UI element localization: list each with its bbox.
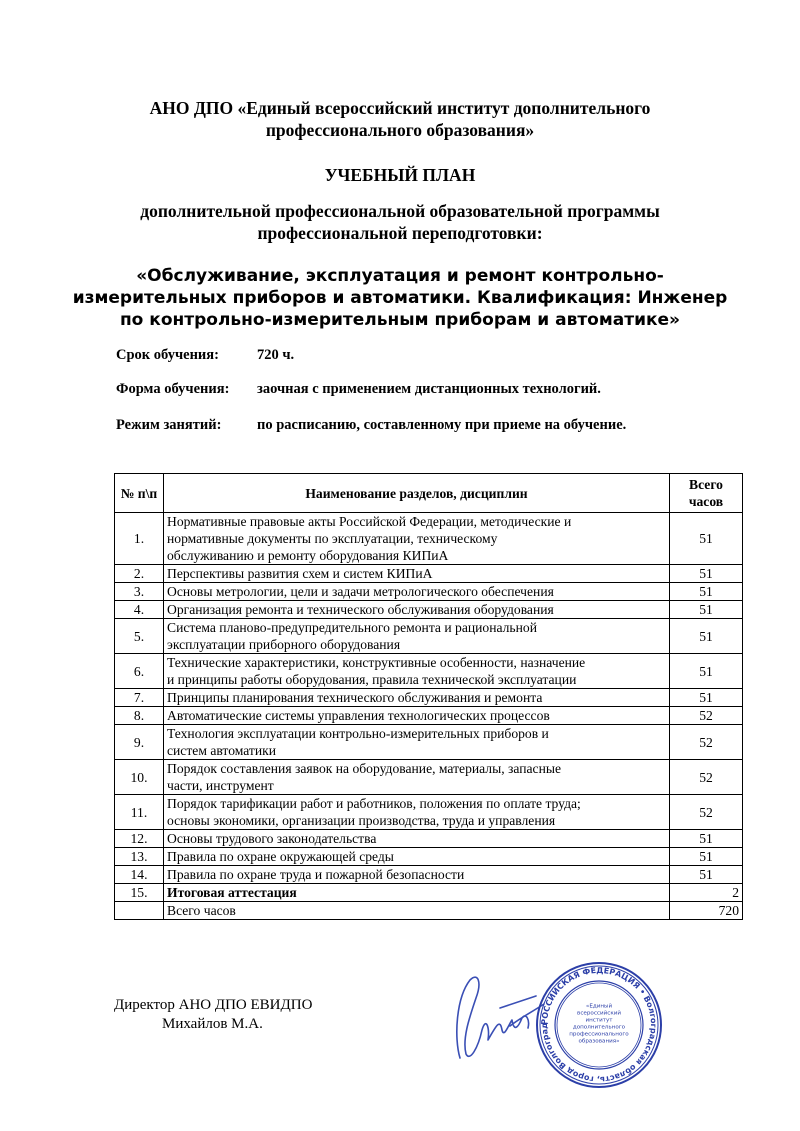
form-label: Форма обучения: (116, 381, 230, 397)
row-hours: 51 (670, 689, 743, 707)
table-row (115, 619, 743, 654)
table-row (115, 565, 743, 583)
program-description-line: дополнительной профессиональной образовательной программы (140, 201, 660, 221)
row-hours: 51 (670, 866, 743, 884)
row-hours: 2 (670, 884, 743, 902)
table-row (115, 830, 743, 848)
column-header-number: № п\п (115, 474, 164, 513)
row-discipline-name (164, 848, 670, 866)
table-row (115, 689, 743, 707)
table-row (115, 513, 743, 565)
row-hours: 52 (670, 707, 743, 725)
row-hours: 51 (670, 654, 743, 689)
table-row (115, 654, 743, 689)
row-hours: 51 (670, 513, 743, 565)
schedule-label: Режим занятий: (116, 417, 222, 433)
row-discipline-name (164, 565, 670, 583)
table-row (115, 848, 743, 866)
schedule-value: по расписанию, составленному при приеме на обучение. (257, 417, 627, 433)
row-number: 8. (115, 707, 164, 725)
table-row (115, 866, 743, 884)
row-number: 5. (115, 619, 164, 654)
row-number: 12. (115, 830, 164, 848)
discipline-name-line: обслуживанию и ремонту оборудования КИПиА (167, 548, 449, 563)
discipline-name-line: Организация ремонта и технического обслуживания оборудования (167, 602, 554, 617)
row-discipline-name (164, 707, 670, 725)
seal-ring-text: РОССИЙСКАЯ ФЕДЕРАЦИЯ • Волгоградская область, город Волгоград (539, 965, 659, 1085)
total-label: Всего часов (164, 902, 670, 920)
row-number: 9. (115, 725, 164, 760)
row-hours: 51 (670, 565, 743, 583)
discipline-name-line: Технология эксплуатации контрольно-измерительных приборов и (167, 726, 549, 741)
column-header-hours (670, 474, 743, 513)
program-description (0, 200, 800, 244)
organization-name-line: профессионального образования» (265, 120, 535, 140)
discipline-name-line: Перспективы развития схем и систем КИПиА (167, 566, 433, 581)
organization-name-line: АНО ДПО «Единый всероссийский институт дополнительного (149, 98, 651, 118)
official-seal (534, 960, 664, 1090)
row-hours: 52 (670, 725, 743, 760)
program-name (0, 265, 800, 331)
program-description-line: профессиональной переподготовки: (257, 223, 543, 243)
row-number: 13. (115, 848, 164, 866)
table-row (115, 707, 743, 725)
row-hours: 52 (670, 760, 743, 795)
row-number: 14. (115, 866, 164, 884)
row-discipline-name (164, 760, 670, 795)
organization-name (0, 97, 800, 141)
row-discipline-name (164, 830, 670, 848)
form-value: заочная с применением дистанционных технологий. (257, 381, 601, 397)
row-number: 7. (115, 689, 164, 707)
column-header-hours-line: часов (688, 494, 724, 509)
document-title: УЧЕБНЫЙ ПЛАН (324, 165, 476, 185)
duration-label: Срок обучения: (116, 347, 219, 363)
discipline-name-line: эксплуатации приборного оборудования (167, 637, 401, 652)
table-row (115, 583, 743, 601)
total-number-cell (115, 902, 164, 920)
row-number: 2. (115, 565, 164, 583)
director-position: Директор АНО ДПО ЕВИДПО (114, 997, 313, 1013)
row-hours: 51 (670, 583, 743, 601)
discipline-name-line: Итоговая аттестация (167, 885, 297, 900)
row-discipline-name (164, 654, 670, 689)
curriculum-table (114, 473, 743, 920)
program-name-line: измерительных приборов и автоматики. Квалификация: Инженер (72, 288, 728, 308)
discipline-name-line: и принципы работы оборудования, правила технической эксплуатации (167, 672, 577, 687)
discipline-name-line: Основы трудового законодательства (167, 831, 377, 846)
discipline-name-line: основы экономики, организации производства, труда и управления (167, 813, 556, 828)
discipline-name-line: Основы метрологии, цели и задачи метрологического обеспечения (167, 584, 554, 599)
discipline-name-line: Автоматические системы управления технологических процессов (167, 708, 550, 723)
discipline-name-line: Система планово-предупредительного ремонта и рациональной (167, 620, 537, 635)
row-discipline-name (164, 601, 670, 619)
table-row (115, 884, 743, 902)
discipline-name-line: Принципы планирования технического обслуживания и ремонта (167, 690, 543, 705)
row-number: 11. (115, 795, 164, 830)
row-discipline-name (164, 513, 670, 565)
table-row (115, 760, 743, 795)
total-row (115, 902, 743, 920)
discipline-name-line: нормативные документы по эксплуатации, техническому (167, 531, 498, 546)
program-name-line: «Обслуживание, эксплуатация и ремонт контрольно- (136, 266, 664, 286)
row-discipline-name (164, 689, 670, 707)
row-hours: 51 (670, 601, 743, 619)
discipline-name-line: Порядок тарификации работ и работников, положения по оплате труда; (167, 796, 581, 811)
total-hours: 720 (670, 902, 743, 920)
table-row (115, 601, 743, 619)
discipline-name-line: Правила по охране окружающей среды (167, 849, 394, 864)
row-number: 10. (115, 760, 164, 795)
row-hours: 51 (670, 619, 743, 654)
column-header-hours-line: Всего (689, 477, 723, 492)
director-name: Михайлов М.А. (162, 1016, 263, 1032)
row-number: 4. (115, 601, 164, 619)
table-row (115, 795, 743, 830)
discipline-name-line: части, инструмент (167, 778, 274, 793)
discipline-name-line: Нормативные правовые акты Российской Федерации, методические и (167, 514, 572, 529)
column-header-name: Наименование разделов, дисциплин (164, 474, 670, 513)
duration-value: 720 ч. (257, 347, 295, 363)
row-number: 3. (115, 583, 164, 601)
row-number: 6. (115, 654, 164, 689)
row-discipline-name (164, 795, 670, 830)
program-name-line: по контрольно-измерительным приборам и автоматике» (119, 310, 681, 330)
row-hours: 51 (670, 830, 743, 848)
discipline-name-line: Правила по охране труда и пожарной безопасности (167, 867, 465, 882)
row-discipline-name (164, 725, 670, 760)
row-number: 1. (115, 513, 164, 565)
table-header-row (115, 474, 743, 513)
discipline-name-line: Технические характеристики, конструктивные особенности, назначение (167, 655, 586, 670)
seal-center-text: «Единый всероссийский институт дополнительного профессионального образования» (569, 1003, 629, 1045)
row-discipline-name (164, 866, 670, 884)
row-discipline-name (164, 583, 670, 601)
row-discipline-name (164, 619, 670, 654)
discipline-name-line: систем автоматики (167, 743, 277, 758)
table-row (115, 725, 743, 760)
signature-block (114, 996, 312, 1034)
row-hours: 52 (670, 795, 743, 830)
row-discipline-name (164, 884, 670, 902)
row-hours: 51 (670, 848, 743, 866)
discipline-name-line: Порядок составления заявок на оборудование, материалы, запасные (167, 761, 562, 776)
row-number: 15. (115, 884, 164, 902)
